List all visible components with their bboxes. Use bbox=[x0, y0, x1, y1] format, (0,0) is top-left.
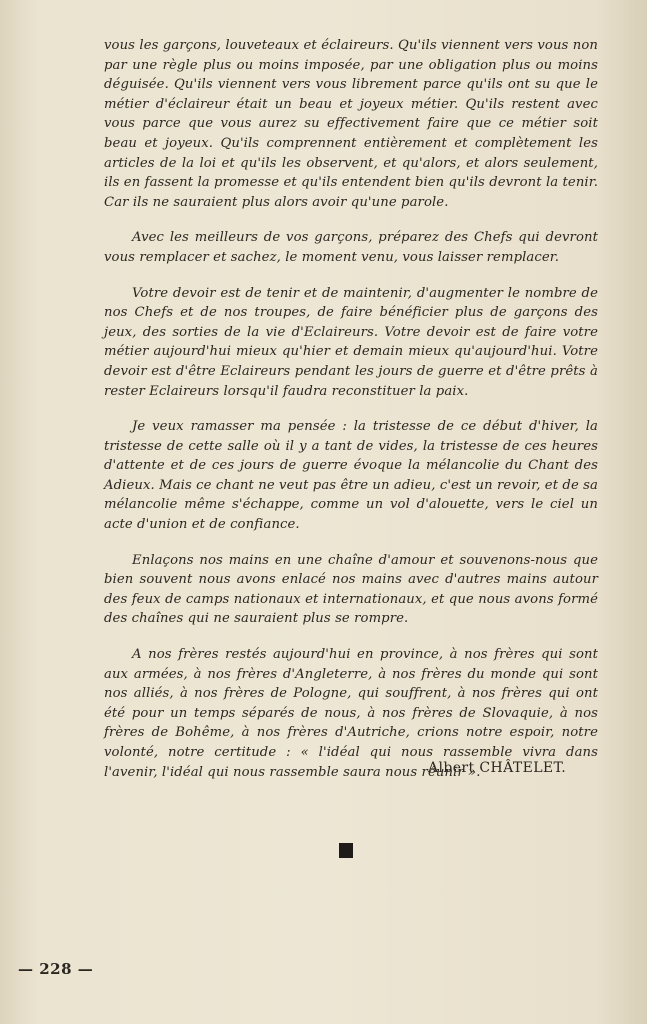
paragraph-5: Enlaçons nos mains en une chaîne d'amour et souvenons-nous que bien souvent nous avons enlacé nos mains avec d'autres mains autour des feux de camps nationaux et internationaux, et que nous avons formé des chaînes qui ne sauraient plus se rompre. bbox=[104, 552, 598, 627]
end-mark-square-icon bbox=[339, 843, 353, 858]
paragraph-1: vous les garçons, louveteaux et éclaireurs. Qu'ils viennent vers vous non par une règle plus ou moins imposée, par une obligation plus ou moins déguisée. Qu'ils viennent vers vous librement parce qu'ils ont su que le métier d'éclaireur était un beau et joyeux métier. Qu'ils restent avec vous parce que vous aurez su effectivement faire que ce métier soit beau et joyeux. Qu'ils comprennent entièrement et complètement les articles de la loi et qu'ils les observent, et qu'alors, et alors seulement, ils en fassent la promesse et qu'ils entendent bien qu'ils devront la tenir. Car ils ne sauraient plus alors avoir qu'une parole. bbox=[104, 38, 598, 210]
paragraph-6: A nos frères restés aujourd'hui en province, à nos frères qui sont aux armées, à nos frères d'Angleterre, à nos frères du monde qui sont nos alliés, à nos frères de Pologne, qui souffrent, à nos frères qui ont été pour un temps séparés de nous, à nos frères de Slovaquie, à nos frères de Bohême, à nos frères d'Autriche, crions notre espoir, notre volonté, notre certitude : « l'idéal qui nous rassemble vivra dans l'avenir, l'idéal qui nous rassemble saura nous réunir ». bbox=[104, 647, 598, 780]
page-number: — 228 — bbox=[18, 960, 94, 978]
paragraph-4: Je veux ramasser ma pensée : la tristesse de ce début d'hiver, la tristesse de cette salle où il y a tant de vides, la tristesse de ces heures d'attente et de ces jours de guerre évoque la mélancolie du Chant des Adieux. Mais ce chant ne veut pas être un adieu, c'est un revoir, et de sa mélancolie même s'échappe, comme un vol d'alouette, vers le ciel un acte d'union et de confiance. bbox=[104, 419, 598, 533]
paragraph-2: Avec les meilleurs de vos garçons, préparez des Chefs qui devront vous remplacer et sachez, le moment venu, vous laisser remplacer. bbox=[104, 230, 598, 265]
paragraph-3: Votre devoir est de tenir et de maintenir, d'augmenter le nombre de nos Chefs et de nos troupes, de faire bénéficier plus de garçons des jeux, des sorties de la vie d'Eclaireurs. Votre devoir est de faire votre métier aujourd'hui mieux qu'hier et demain mieux qu'aujourd'hui. Votre devoir est d'être Eclaireurs pendant les jours de guerre et d'être prêts à rester Eclaireurs lorsqu'il faudra reconstituer la paix. bbox=[104, 285, 598, 399]
signature: Albert CHÂTELET. bbox=[428, 760, 567, 776]
body-text bbox=[104, 36, 598, 798]
